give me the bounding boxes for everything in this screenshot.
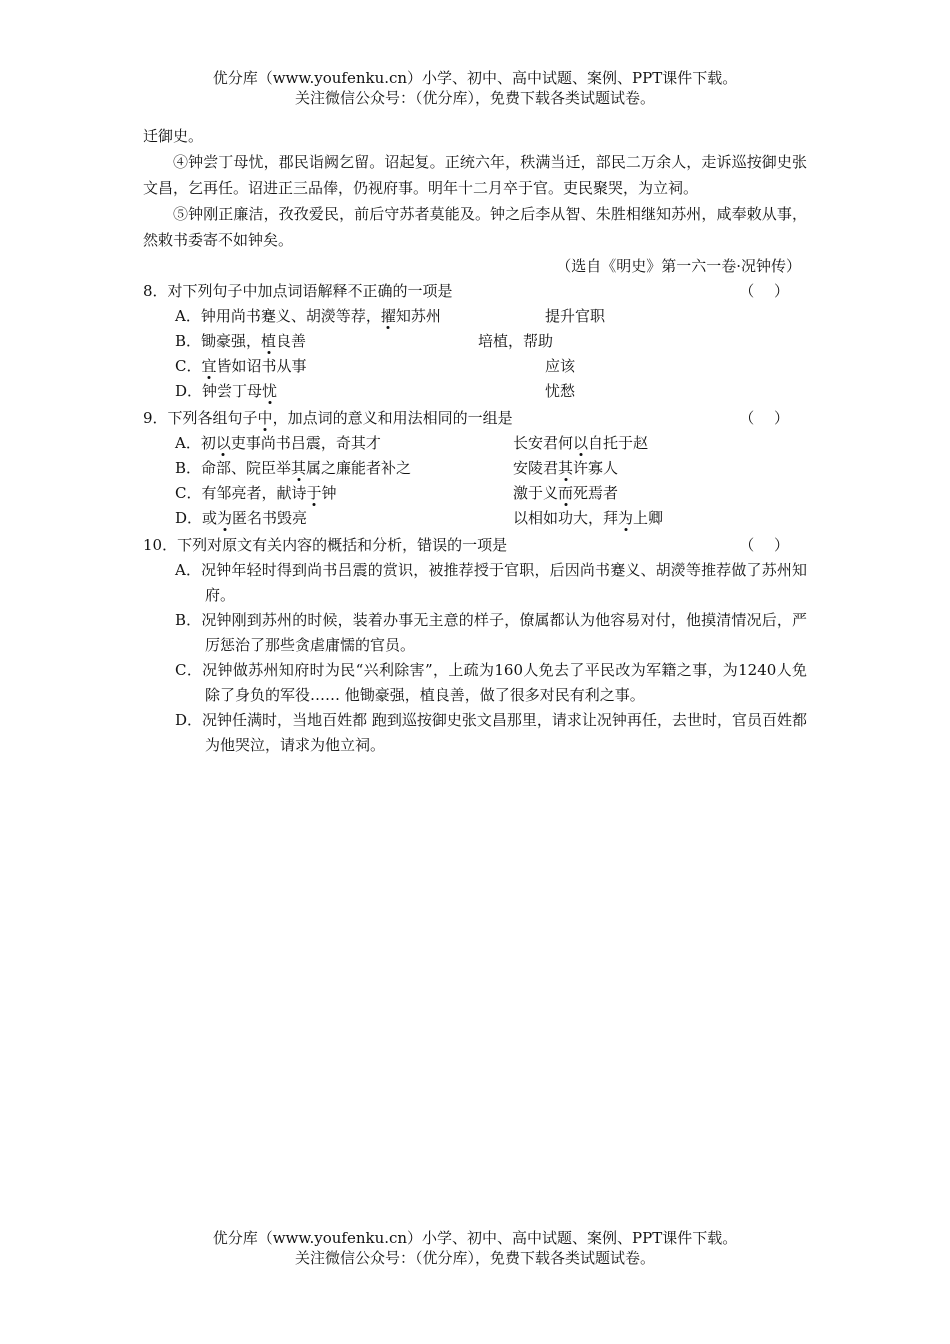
q10-option-a: A．况钟年轻时得到尚书吕震的赏识，被推荐授于官职，后因尚书蹇义、胡濙等推荐做了苏州知府。 (175, 561, 807, 604)
page-header (0, 68, 950, 108)
q9-c-right: 激于义而死焉者 (513, 484, 619, 502)
passage-para-4: ④钟尝丁母忧，郡民诣阙乞留。诏起复。正统六年，秩满当迁，部民二万余人，走诉巡按御史张文昌，乞再任。诏进正三品俸，仍视府事。明年十二月卒于官。吏民聚哭，为立祠。 (143, 153, 807, 197)
q8-option-a: A．钟用尚书蹇义、胡濙等荐，擢知苏州 提升官职 (143, 304, 807, 329)
q8-b-gloss: 培植，帮助 (478, 332, 554, 350)
answer-paren: （ ） (739, 536, 789, 554)
footer-line-2: 关注微信公众号：（优分库），免费下载各类试题试卷。 (294, 1249, 655, 1267)
passage-para-0: 迁御史。 (143, 127, 204, 145)
q8-option-c: C．宜皆如诏书从事 应该 (143, 354, 807, 379)
emphasis-dot-char: 植 (261, 332, 277, 350)
q8-option-d: D．钟尝丁母忧 忧愁 (143, 379, 807, 404)
q9-option-c: C．有邹亮者，献诗于钟 激于义而死焉者 (143, 481, 807, 506)
q8-c-gloss: 应该 (545, 357, 576, 375)
q8-option-b: B．锄豪强，植良善 培植，帮助 (143, 329, 807, 354)
q9-option-d: D．或为匿名书毁亮 以相如功大，拜为上卿 (143, 506, 807, 531)
q9-option-b: B．命部、院臣举其属之廉能者补之 安陵君其许寡人 (143, 456, 807, 481)
q9-b-right: 安陵君其许寡人 (513, 459, 619, 477)
question-9-stem: 9．下列各组句子中，加点词的意义和用法相同的一组是 （ ） (143, 406, 807, 431)
page-footer (0, 1228, 950, 1268)
emphasis-dot-char: 忧 (262, 382, 278, 400)
q8-a-gloss: 提升官职 (545, 307, 606, 325)
question-8-stem: 8．对下列句子中加点词语解释不正确的一项是 （ ） (143, 279, 807, 304)
passage-para-5: ⑤钟刚正廉洁，孜孜爱民，前后守苏者莫能及。钟之后李从智、朱胜相继知苏州，咸奉敕从事，然敕书委寄不如钟矣。 (143, 205, 807, 249)
q9-option-a: A．初以吏事尚书吕震，奇其才 长安君何以自托于赵 (143, 431, 807, 456)
q9-d-right: 以相如功大，拜为上卿 (513, 509, 664, 527)
answer-paren: （ ） (739, 409, 789, 427)
header-line-1: 优分库（www.youfenku.cn）小学、初中、高中试题、案例、PPT课件下载。 (212, 69, 738, 87)
q10-option-d: D．况钟任满时，当地百姓都 跑到巡按御史张文昌那里，请求让况钟再任，去世时，官员百姓都为他哭泣，请求为他立祠。 (175, 711, 807, 754)
q9-a-right: 长安君何以自托于赵 (513, 434, 649, 452)
q8-d-gloss: 忧愁 (545, 382, 576, 400)
q10-option-c: C．况钟做苏州知府时为民“兴利除害”，上疏为160人免去了平民改为军籍之事，为1240人免除了身负的军役…… 他锄豪强，植良善，做了很多对民有利之事。 (175, 661, 807, 704)
question-10-stem: 10．下列对原文有关内容的概括和分析，错误的一项是 （ ） (143, 533, 807, 558)
header-line-2: 关注微信公众号：（优分库），免费下载各类试题试卷。 (294, 89, 655, 107)
emphasis-dot-char: 擢 (380, 307, 396, 325)
emphasis-dot-char: 宜 (201, 357, 217, 375)
q10-option-b: B．况钟刚到苏州的时候，装着办事无主意的样子，僚属都认为他容易对付，他摸清情况后，严厉惩治了那些贪虐庸懦的官员。 (175, 611, 807, 654)
footer-line-1: 优分库（www.youfenku.cn）小学、初中、高中试题、案例、PPT课件下载。 (212, 1229, 738, 1247)
document-body (143, 123, 807, 758)
passage-source: （选自《明史》第一六一卷·况钟传） (556, 257, 801, 275)
answer-paren: （ ） (739, 282, 789, 300)
